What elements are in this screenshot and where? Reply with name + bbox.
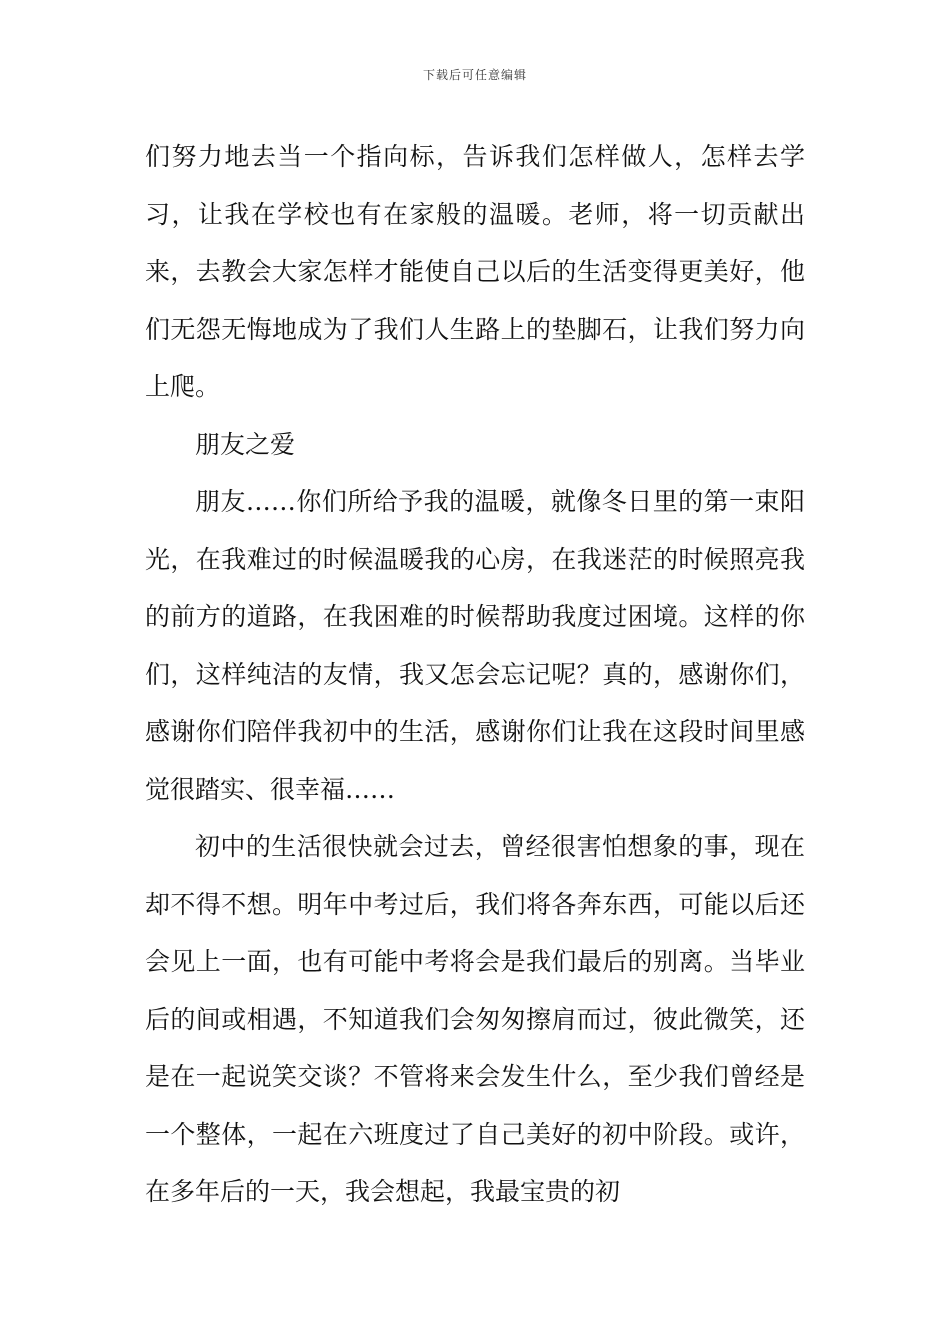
section-heading-friendship: 朋友之爱 — [195, 429, 296, 459]
paragraph-junior-high-life: 初中的生活很快就会过去，曾经很害怕想象的事，现在却不得不想。明年中考过后，我们将各奔东西，可能以后还会见上一面，也有可能中考将会是我们最后的别离。当毕业后的间或相遇，不知道我们会匆匆擦肩而过，彼此微笑，还是在一起说笑交谈？不管将来会发生什么，至少我们曾经是一个整体，一起在六班度过了自己美好的初中阶段。或许，在多年后的一天，我会想起，我最宝贵的初 — [145, 832, 805, 1206]
page-header: 下载后可任意编辑 — [422, 68, 527, 82]
paragraph-teachers-continued: 们努力地去当一个指向标，告诉我们怎样做人，怎样去学习，让我在学校也有在家般的温暖。老师，将一切贡献出来，去教会大家怎样才能使自己以后的生活变得更美好，他们无怨无悔地成为了我们人生路上的垫脚石，让我们努力向上爬。 — [145, 142, 805, 401]
document-body — [145, 128, 805, 1221]
paragraph-friends: 朋友……你们所给予我的温暖，就像冬日里的第一束阳光，在我难过的时候温暖我的心房，在我迷茫的时候照亮我的前方的道路，在我困难的时候帮助我度过困境。这样的你们，这样纯洁的友情，我又怎会忘记呢？真的，感谢你们，感谢你们陪伴我初中的生活，感谢你们让我在这段时间里感觉很踏实、很幸福…… — [145, 487, 805, 804]
